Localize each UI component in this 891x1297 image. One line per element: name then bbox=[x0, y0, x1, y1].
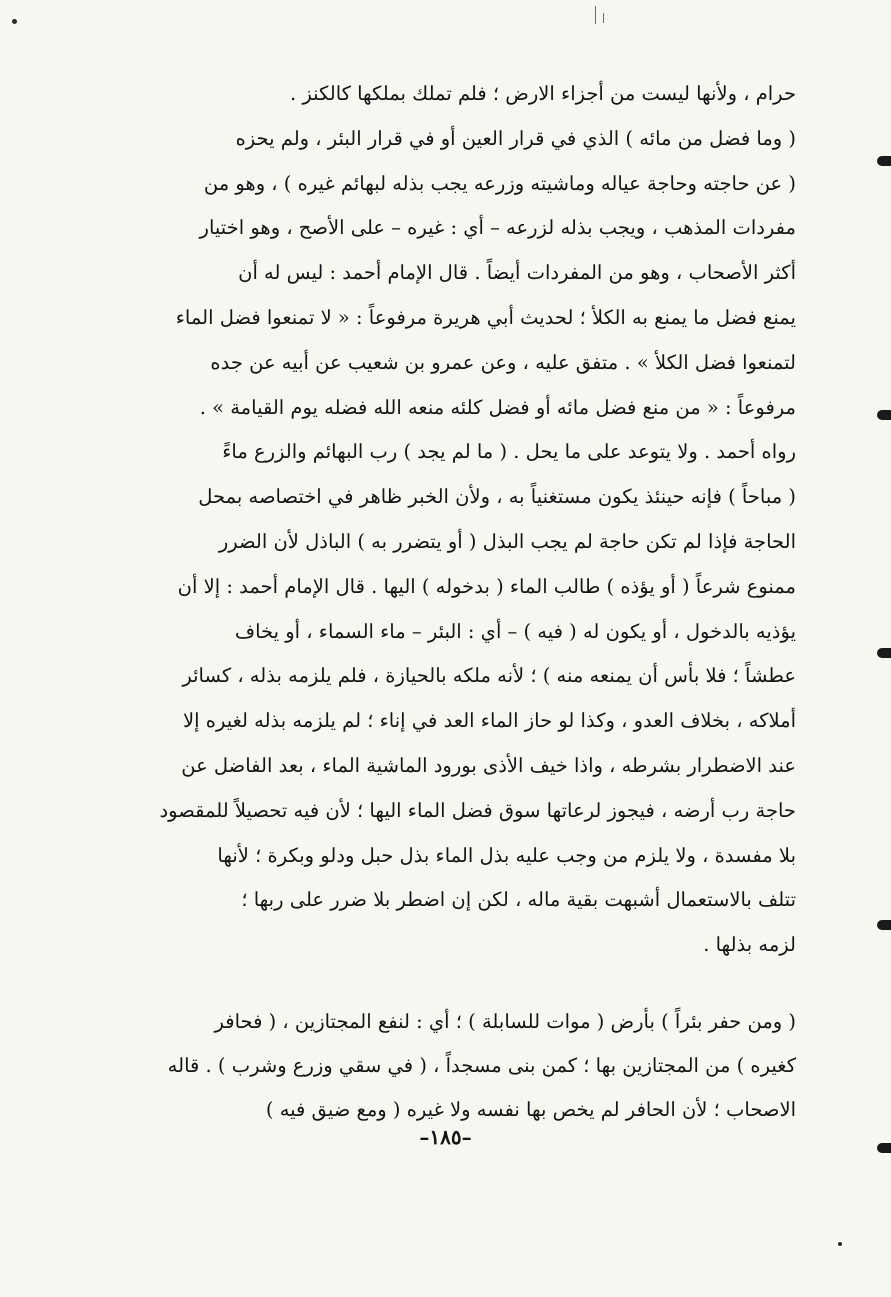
scan-scratch bbox=[595, 6, 596, 24]
text-line: عند الاضطرار بشرطه ، واذا خيف الأذى بورود الماشية الماء ، بعد الفاضل عن bbox=[181, 753, 796, 777]
margin-mark bbox=[877, 410, 891, 420]
text-line: ( وما فضل من مائه ) الذي في قرار العين أو في قرار البئر ، ولم يحزه bbox=[235, 126, 796, 150]
text-line: ممنوع شرعاً ( أو يؤذه ) طالب الماء ( بدخوله ) اليها . قال الإمام أحمد : إلا أن bbox=[177, 574, 796, 598]
scan-scratch bbox=[603, 13, 604, 23]
text-line: حرام ، ولأنها ليست من أجزاء الارض ؛ فلم تملك بملكها كالكنز . bbox=[289, 82, 796, 105]
margin-mark bbox=[877, 156, 891, 166]
text-line: كغيره ) من المجتازين بها ؛ كمن بنى مسجداً ، ( في سقي وزرع وشرب ) . قاله bbox=[167, 1054, 796, 1077]
page-number: –١٨٥– bbox=[419, 1125, 472, 1149]
paragraph-main bbox=[96, 72, 796, 968]
text-line: ( عن حاجته وحاجة عياله وماشيته وزرعه يجب بذله لبهائم غيره ) ، وهو من bbox=[203, 171, 796, 195]
scan-speck bbox=[838, 1242, 842, 1246]
text-line: مرفوعاً : « من منع فضل مائه أو فضل كلئه منعه الله فضله يوم القيامة » . bbox=[199, 395, 796, 419]
text-line: يمنع فضل ما يمنع به الكلأ ؛ لحديث أبي هريرة مرفوعاً : « لا تمنعوا فضل الماء bbox=[175, 305, 796, 329]
text-line: مفردات المذهب ، ويجب بذله لزرعه – أي : غيره – على الأصح ، وهو اختيار bbox=[199, 216, 796, 240]
text-line: رواه أحمد . ولا يتوعد على ما يحل . ( ما لم يجد ) رب البهائم والزرع ماءً bbox=[222, 440, 796, 464]
margin-mark bbox=[877, 920, 891, 930]
text-line: عطشاً ؛ فلا بأس أن يمنعه منه ) ؛ لأنه ملكه بالحيازة ، فلم يلزمه بذله ، كسائر bbox=[182, 664, 796, 688]
text-line: لتمنعوا فضل الكلأ » . متفق عليه ، وعن عمرو بن شعيب عن أبيه عن جده bbox=[210, 350, 796, 374]
margin-mark bbox=[877, 648, 891, 658]
text-line: يؤذيه بالدخول ، أو يكون له ( فيه ) – أي : البئر – ماء السماء ، أو يخاف bbox=[234, 619, 796, 643]
scan-speck bbox=[12, 19, 17, 24]
text-line: بلا مفسدة ، ولا يلزم من وجب عليه بذل الماء بذل حبل ودلو وبكرة ؛ لأنها bbox=[217, 843, 796, 867]
text-line: الاصحاب ؛ لأن الحافر لم يخص بها نفسه ولا غيره ( ومع ضيق فيه ) bbox=[265, 1098, 796, 1121]
text-line: ( مباحاً ) فإنه حينئذ يكون مستغنياً به ، ولأن الخبر ظاهر في اختصاصه بمحل bbox=[198, 485, 796, 509]
text-line: لزمه بذلها . bbox=[703, 933, 796, 957]
text-line: أكثر الأصحاب ، وهو من المفردات أيضاً . قال الإمام أحمد : ليس له أن bbox=[238, 261, 796, 285]
text-line: تتلف بالاستعمال أشبهت بقية ماله ، لكن إن اضطر بلا ضرر على ربها ؛ bbox=[241, 888, 796, 912]
text-line: الحاجة فإذا لم تكن حاجة لم يجب البذل ( أو يتضرر به ) الباذل لأن الضرر bbox=[218, 529, 796, 553]
margin-mark bbox=[877, 1143, 891, 1153]
text-line: ( ومن حفر بئراً ) بأرض ( موات للسابلة ) ؛ أي : لنفع المجتازين ، ( فحافر bbox=[214, 1010, 796, 1033]
paragraph-second bbox=[96, 1000, 796, 1132]
text-line: حاجة رب أرضه ، فيجوز لرعاتها سوق فضل الماء اليها ؛ لأن فيه تحصيلاً للمقصود bbox=[159, 798, 796, 822]
text-line: أملاكه ، بخلاف العدو ، وكذا لو حاز الماء العد في إناء ؛ لم يلزمه بذله لغيره إلا bbox=[182, 709, 796, 733]
